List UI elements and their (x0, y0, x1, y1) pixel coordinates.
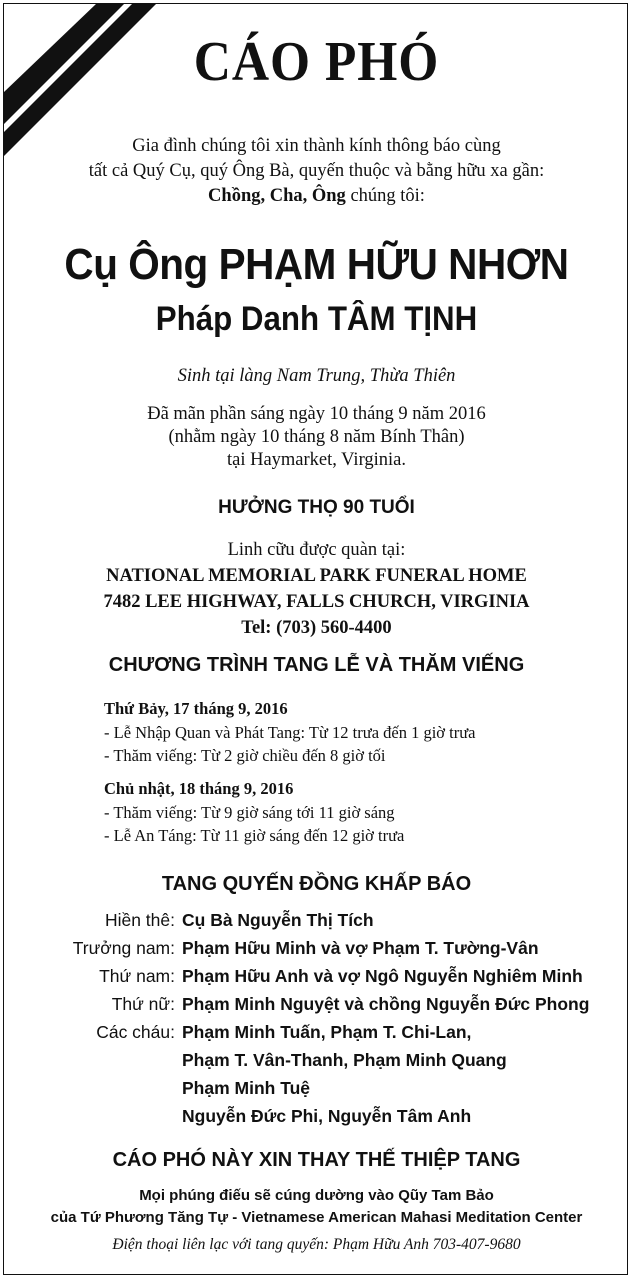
page-title: CÁO PHÓ (193, 31, 440, 93)
family-relation: Thứ nữ: (111, 994, 175, 1014)
schedule-item: - Lễ Nhập Quan và Phát Tang: Từ 12 trưa đến 1 giờ trưa (104, 723, 476, 742)
deceased-name: Cụ Ông PHẠM HỮU NHƠN (64, 240, 569, 289)
passing-info (0, 403, 633, 472)
relation-rest: chúng tôi: (345, 186, 425, 206)
schedule-date: Chủ nhật, 18 tháng 9, 2016 (104, 779, 294, 798)
funeral-home-address: 7482 LEE HIGHWAY, FALLS CHURCH, VIRGINIA (103, 592, 530, 612)
family-heading: TANG QUYẾN ĐỒNG KHẤP BÁO (161, 873, 472, 895)
family-member: Phạm Minh Tuệ (182, 1078, 311, 1098)
family-row (0, 910, 633, 938)
contact-line: Điện thoại liên lạc với tang quyến: Phạm Hữu Anh 703-407-9680 (112, 1236, 521, 1253)
family-member: Nguyễn Đức Phi, Nguyễn Tâm Anh (182, 1106, 472, 1126)
intro-line-1: Gia đình chúng tôi xin thành kính thông báo cùng (132, 136, 501, 156)
birthplace: Sinh tại làng Nam Trung, Thừa Thiên (177, 366, 456, 386)
donation-line-2: của Tứ Phương Tăng Tự - Vietnamese American Mahasi Meditation Center (50, 1209, 583, 1226)
schedule-day-1 (104, 697, 476, 767)
passing-line-2: (nhằm ngày 10 tháng 8 năm Bính Thân) (168, 427, 465, 447)
family-member: Cụ Bà Nguyễn Thị Tích (182, 910, 374, 930)
intro-block (0, 134, 633, 209)
family-row (0, 966, 633, 994)
donation-note (0, 1185, 633, 1229)
schedule-item: - Lễ An Táng: Từ 11 giờ sáng đến 12 giờ trưa (104, 826, 405, 845)
funeral-home-phone: Tel: (703) 560-4400 (241, 618, 392, 638)
resting-label: Linh cữu được quàn tại: (227, 540, 406, 560)
family-relation: Các cháu: (96, 1022, 175, 1042)
family-row (0, 1022, 633, 1050)
family-member: Phạm Minh Nguyệt và chồng Nguyễn Đức Phong (182, 994, 590, 1014)
resting-block (0, 537, 633, 641)
family-row (0, 1050, 633, 1078)
intro-line-2: tất cả Quý Cụ, quý Ông Bà, quyến thuộc và bằng hữu xa gần: (88, 161, 545, 181)
family-member: Phạm Minh Tuấn, Phạm T. Chi-Lan, (182, 1022, 472, 1042)
family-member: Phạm Hữu Minh và vợ Phạm T. Tường-Vân (182, 938, 539, 958)
family-member: Phạm Hữu Anh và vợ Ngô Nguyễn Nghiêm Minh (182, 966, 583, 986)
replace-notice: CÁO PHÓ NÀY XIN THAY THẾ THIỆP TANG (112, 1149, 521, 1171)
schedule-item: - Thăm viếng: Từ 9 giờ sáng tới 11 giờ sáng (104, 803, 395, 822)
family-row (0, 938, 633, 966)
program-heading: CHƯƠNG TRÌNH TANG LỄ VÀ THĂM VIẾNG (108, 654, 525, 676)
family-relation: Trưởng nam: (72, 938, 175, 958)
schedule-date: Thứ Bảy, 17 tháng 9, 2016 (104, 699, 288, 718)
dharma-name: Pháp Danh TÂM TỊNH (155, 300, 478, 338)
passing-line-3: tại Haymarket, Virginia. (226, 450, 407, 470)
family-row (0, 994, 633, 1022)
schedule-item: - Thăm viếng: Từ 2 giờ chiều đến 8 giờ tối (104, 746, 386, 765)
relation-bold: Chồng, Cha, Ông (208, 186, 346, 206)
age-heading: HƯỞNG THỌ 90 TUỔI (218, 497, 415, 518)
intro-relation (0, 184, 633, 209)
schedule-day-2 (104, 777, 404, 847)
passing-line-1: Đã mãn phần sáng ngày 10 tháng 9 năm 2016 (147, 404, 486, 424)
family-relation: Hiền thê: (104, 910, 175, 930)
family-row (0, 1106, 633, 1134)
family-row (0, 1078, 633, 1106)
donation-line-1: Mọi phúng điếu sẽ cúng dường vào Qũy Tam Bảo (139, 1187, 494, 1204)
family-relation: Thứ nam: (99, 966, 175, 986)
funeral-home-name: NATIONAL MEMORIAL PARK FUNERAL HOME (106, 566, 527, 586)
family-member: Phạm T. Vân-Thanh, Phạm Minh Quang (182, 1050, 507, 1070)
